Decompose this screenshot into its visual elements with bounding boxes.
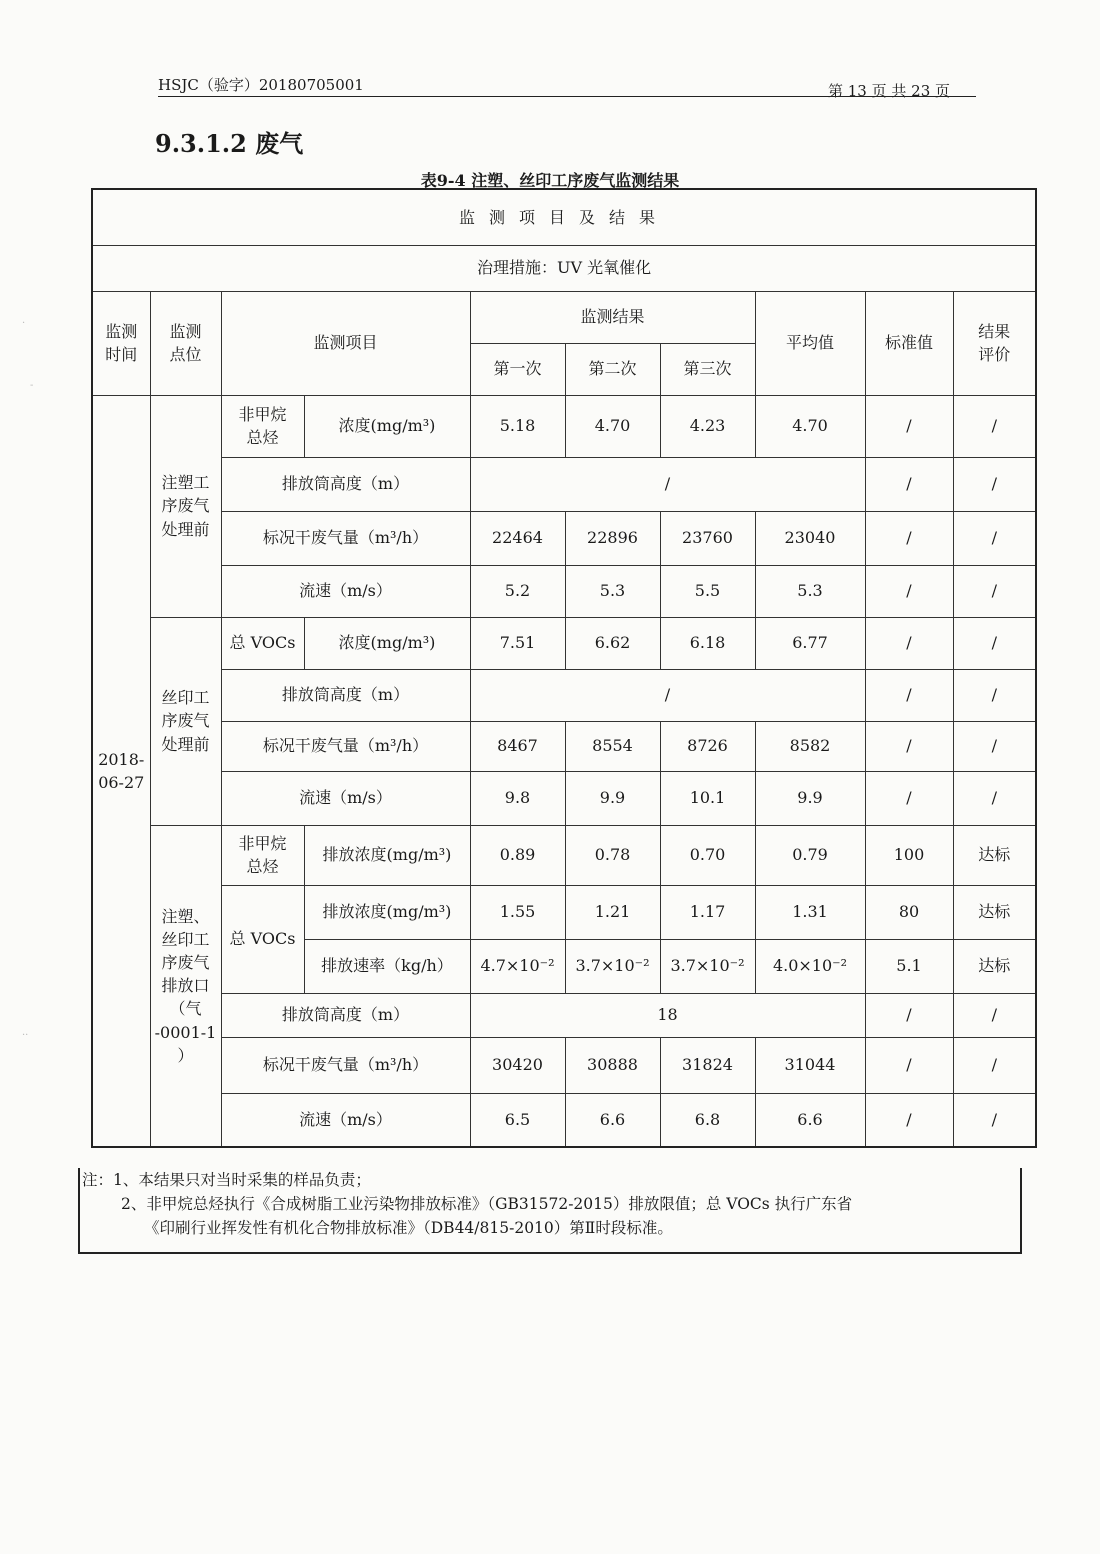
std-value: / <box>865 457 953 511</box>
scan-mark: - <box>30 380 34 391</box>
header-eval: 结果 评价 <box>953 291 1036 395</box>
std-value: / <box>865 617 953 669</box>
run1-value: 0.89 <box>470 825 565 885</box>
run1-value: 6.5 <box>470 1093 565 1147</box>
avg-value: 4.0×10⁻² <box>755 939 865 993</box>
run3-value: 1.17 <box>660 885 755 939</box>
std-value: / <box>865 993 953 1037</box>
header-rule <box>158 96 976 97</box>
sub-item: 排放速率（kg/h） <box>304 939 470 993</box>
run1-value: 8467 <box>470 721 565 771</box>
section-title: 9.3.1.2 废气 <box>155 129 304 158</box>
table-row <box>92 669 1036 721</box>
item-label: 排放筒高度（m） <box>221 457 470 511</box>
std-value: / <box>865 565 953 617</box>
page-info: 第 13 页 共 23 页 <box>828 82 951 100</box>
avg-value: 0.79 <box>755 825 865 885</box>
table-row <box>92 565 1036 617</box>
item-label: 标况干废气量（m³/h） <box>221 721 470 771</box>
run2-value: 3.7×10⁻² <box>565 939 660 993</box>
sub-item: 浓度(mg/m³) <box>304 395 470 457</box>
item-label: 流速（m/s） <box>221 771 470 825</box>
run1-value: 5.2 <box>470 565 565 617</box>
table-row <box>92 1093 1036 1147</box>
header-run3: 第三次 <box>660 343 755 395</box>
header-std: 标准值 <box>865 291 953 395</box>
table-row <box>92 395 1036 457</box>
run3-value: 31824 <box>660 1037 755 1093</box>
run3-value: 6.8 <box>660 1093 755 1147</box>
table-row <box>92 993 1036 1037</box>
run3-value: 5.5 <box>660 565 755 617</box>
header-run2: 第二次 <box>565 343 660 395</box>
eval-value: 达标 <box>953 825 1036 885</box>
avg-value: 6.77 <box>755 617 865 669</box>
avg-value: 8582 <box>755 721 865 771</box>
run1-value: 1.55 <box>470 885 565 939</box>
std-value: / <box>865 771 953 825</box>
run2-value: 4.70 <box>565 395 660 457</box>
avg-value: 1.31 <box>755 885 865 939</box>
eval-value: / <box>953 771 1036 825</box>
item-label: 标况干废气量（m³/h） <box>221 1037 470 1093</box>
run3-value: 0.70 <box>660 825 755 885</box>
std-value: 100 <box>865 825 953 885</box>
header-item: 监测项目 <box>221 291 470 395</box>
run2-value: 30888 <box>565 1037 660 1093</box>
run3-value: 8726 <box>660 721 755 771</box>
avg-value: 6.6 <box>755 1093 865 1147</box>
param-cell: 非甲烷 总烃 <box>221 825 304 885</box>
run3-value: 4.23 <box>660 395 755 457</box>
run2-value: 6.6 <box>565 1093 660 1147</box>
table-row <box>92 885 1036 939</box>
eval-value: / <box>953 1093 1036 1147</box>
run2-value: 1.21 <box>565 885 660 939</box>
run3-value: 10.1 <box>660 771 755 825</box>
table-row <box>92 825 1036 885</box>
doc-number: HSJC（验字）20180705001 <box>158 76 364 94</box>
std-value: / <box>865 669 953 721</box>
item-label: 流速（m/s） <box>221 1093 470 1147</box>
eval-value: / <box>953 511 1036 565</box>
run3-value: 3.7×10⁻² <box>660 939 755 993</box>
run1-value: 22464 <box>470 511 565 565</box>
param-cell: 总 VOCs <box>221 885 304 993</box>
run2-value: 8554 <box>565 721 660 771</box>
eval-value: / <box>953 617 1036 669</box>
run3-value: 6.18 <box>660 617 755 669</box>
eval-value: / <box>953 721 1036 771</box>
merged-value: / <box>470 669 865 721</box>
std-value: / <box>865 721 953 771</box>
point-cell: 注塑、 丝印工 序废气 排放口 （气 -0001-1 ） <box>150 825 221 1147</box>
sub-item: 排放浓度(mg/m³) <box>304 885 470 939</box>
run1-value: 7.51 <box>470 617 565 669</box>
results-table-body <box>92 189 1036 1147</box>
header-avg: 平均值 <box>755 291 865 395</box>
std-value: / <box>865 1037 953 1093</box>
run1-value: 5.18 <box>470 395 565 457</box>
results-table <box>91 188 1037 1148</box>
note-3: 《印刷行业挥发性有机化合物排放标准》（DB44/815-2010）第Ⅱ时段标准。 <box>144 1219 673 1238</box>
run2-value: 9.9 <box>565 771 660 825</box>
note-1: 注：1、本结果只对当时采集的样品负责； <box>82 1171 371 1189</box>
table-row <box>92 457 1036 511</box>
table-notes <box>78 1168 1022 1254</box>
avg-value: 23040 <box>755 511 865 565</box>
avg-value: 4.70 <box>755 395 865 457</box>
eval-value: 达标 <box>953 939 1036 993</box>
eval-value: / <box>953 1037 1036 1093</box>
avg-value: 9.9 <box>755 771 865 825</box>
item-label: 标况干废气量（m³/h） <box>221 511 470 565</box>
std-value: / <box>865 1093 953 1147</box>
header-results: 监测结果 <box>470 291 755 343</box>
eval-value: / <box>953 565 1036 617</box>
eval-value: / <box>953 457 1036 511</box>
table-row <box>92 721 1036 771</box>
param-cell: 非甲烷 总烃 <box>221 395 304 457</box>
table-row <box>92 1037 1036 1093</box>
header-time: 监测 时间 <box>92 291 150 395</box>
run3-value: 23760 <box>660 511 755 565</box>
run2-value: 0.78 <box>565 825 660 885</box>
merged-value: / <box>470 457 865 511</box>
treatment-measure: 治理措施：UV 光氧催化 <box>92 245 1036 291</box>
avg-value: 31044 <box>755 1037 865 1093</box>
table-caption: 表9-4 注塑、丝印工序废气监测结果 <box>420 171 680 190</box>
sub-item: 排放浓度(mg/m³) <box>304 825 470 885</box>
table-row <box>92 511 1036 565</box>
eval-value: / <box>953 669 1036 721</box>
scan-mark: ·· <box>22 1030 29 1041</box>
eval-value: 达标 <box>953 885 1036 939</box>
point-cell: 丝印工 序废气 处理前 <box>150 617 221 825</box>
merged-value: 18 <box>470 993 865 1037</box>
note-2: 2、非甲烷总烃执行《合成树脂工业污染物排放标准》（GB31572-2015）排放限值；总 VOCs 执行广东省 <box>121 1195 853 1214</box>
run2-value: 6.62 <box>565 617 660 669</box>
header-run1: 第一次 <box>470 343 565 395</box>
std-value: 5.1 <box>865 939 953 993</box>
run2-value: 22896 <box>565 511 660 565</box>
std-value: 80 <box>865 885 953 939</box>
run1-value: 4.7×10⁻² <box>470 939 565 993</box>
std-value: / <box>865 395 953 457</box>
eval-value: / <box>953 395 1036 457</box>
item-label: 流速（m/s） <box>221 565 470 617</box>
item-label: 排放筒高度（m） <box>221 669 470 721</box>
header-point: 监测 点位 <box>150 291 221 395</box>
scan-mark: · <box>22 318 26 329</box>
table-row <box>92 771 1036 825</box>
table-row <box>92 617 1036 669</box>
std-value: / <box>865 511 953 565</box>
date-cell: 2018- 06-27 <box>92 395 150 1147</box>
item-label: 排放筒高度（m） <box>221 993 470 1037</box>
run1-value: 9.8 <box>470 771 565 825</box>
point-cell: 注塑工 序废气 处理前 <box>150 395 221 617</box>
sub-item: 浓度(mg/m³) <box>304 617 470 669</box>
run2-value: 5.3 <box>565 565 660 617</box>
eval-value: / <box>953 993 1036 1037</box>
table-banner: 监测项目及结果 <box>92 189 1036 245</box>
avg-value: 5.3 <box>755 565 865 617</box>
run1-value: 30420 <box>470 1037 565 1093</box>
param-cell: 总 VOCs <box>221 617 304 669</box>
